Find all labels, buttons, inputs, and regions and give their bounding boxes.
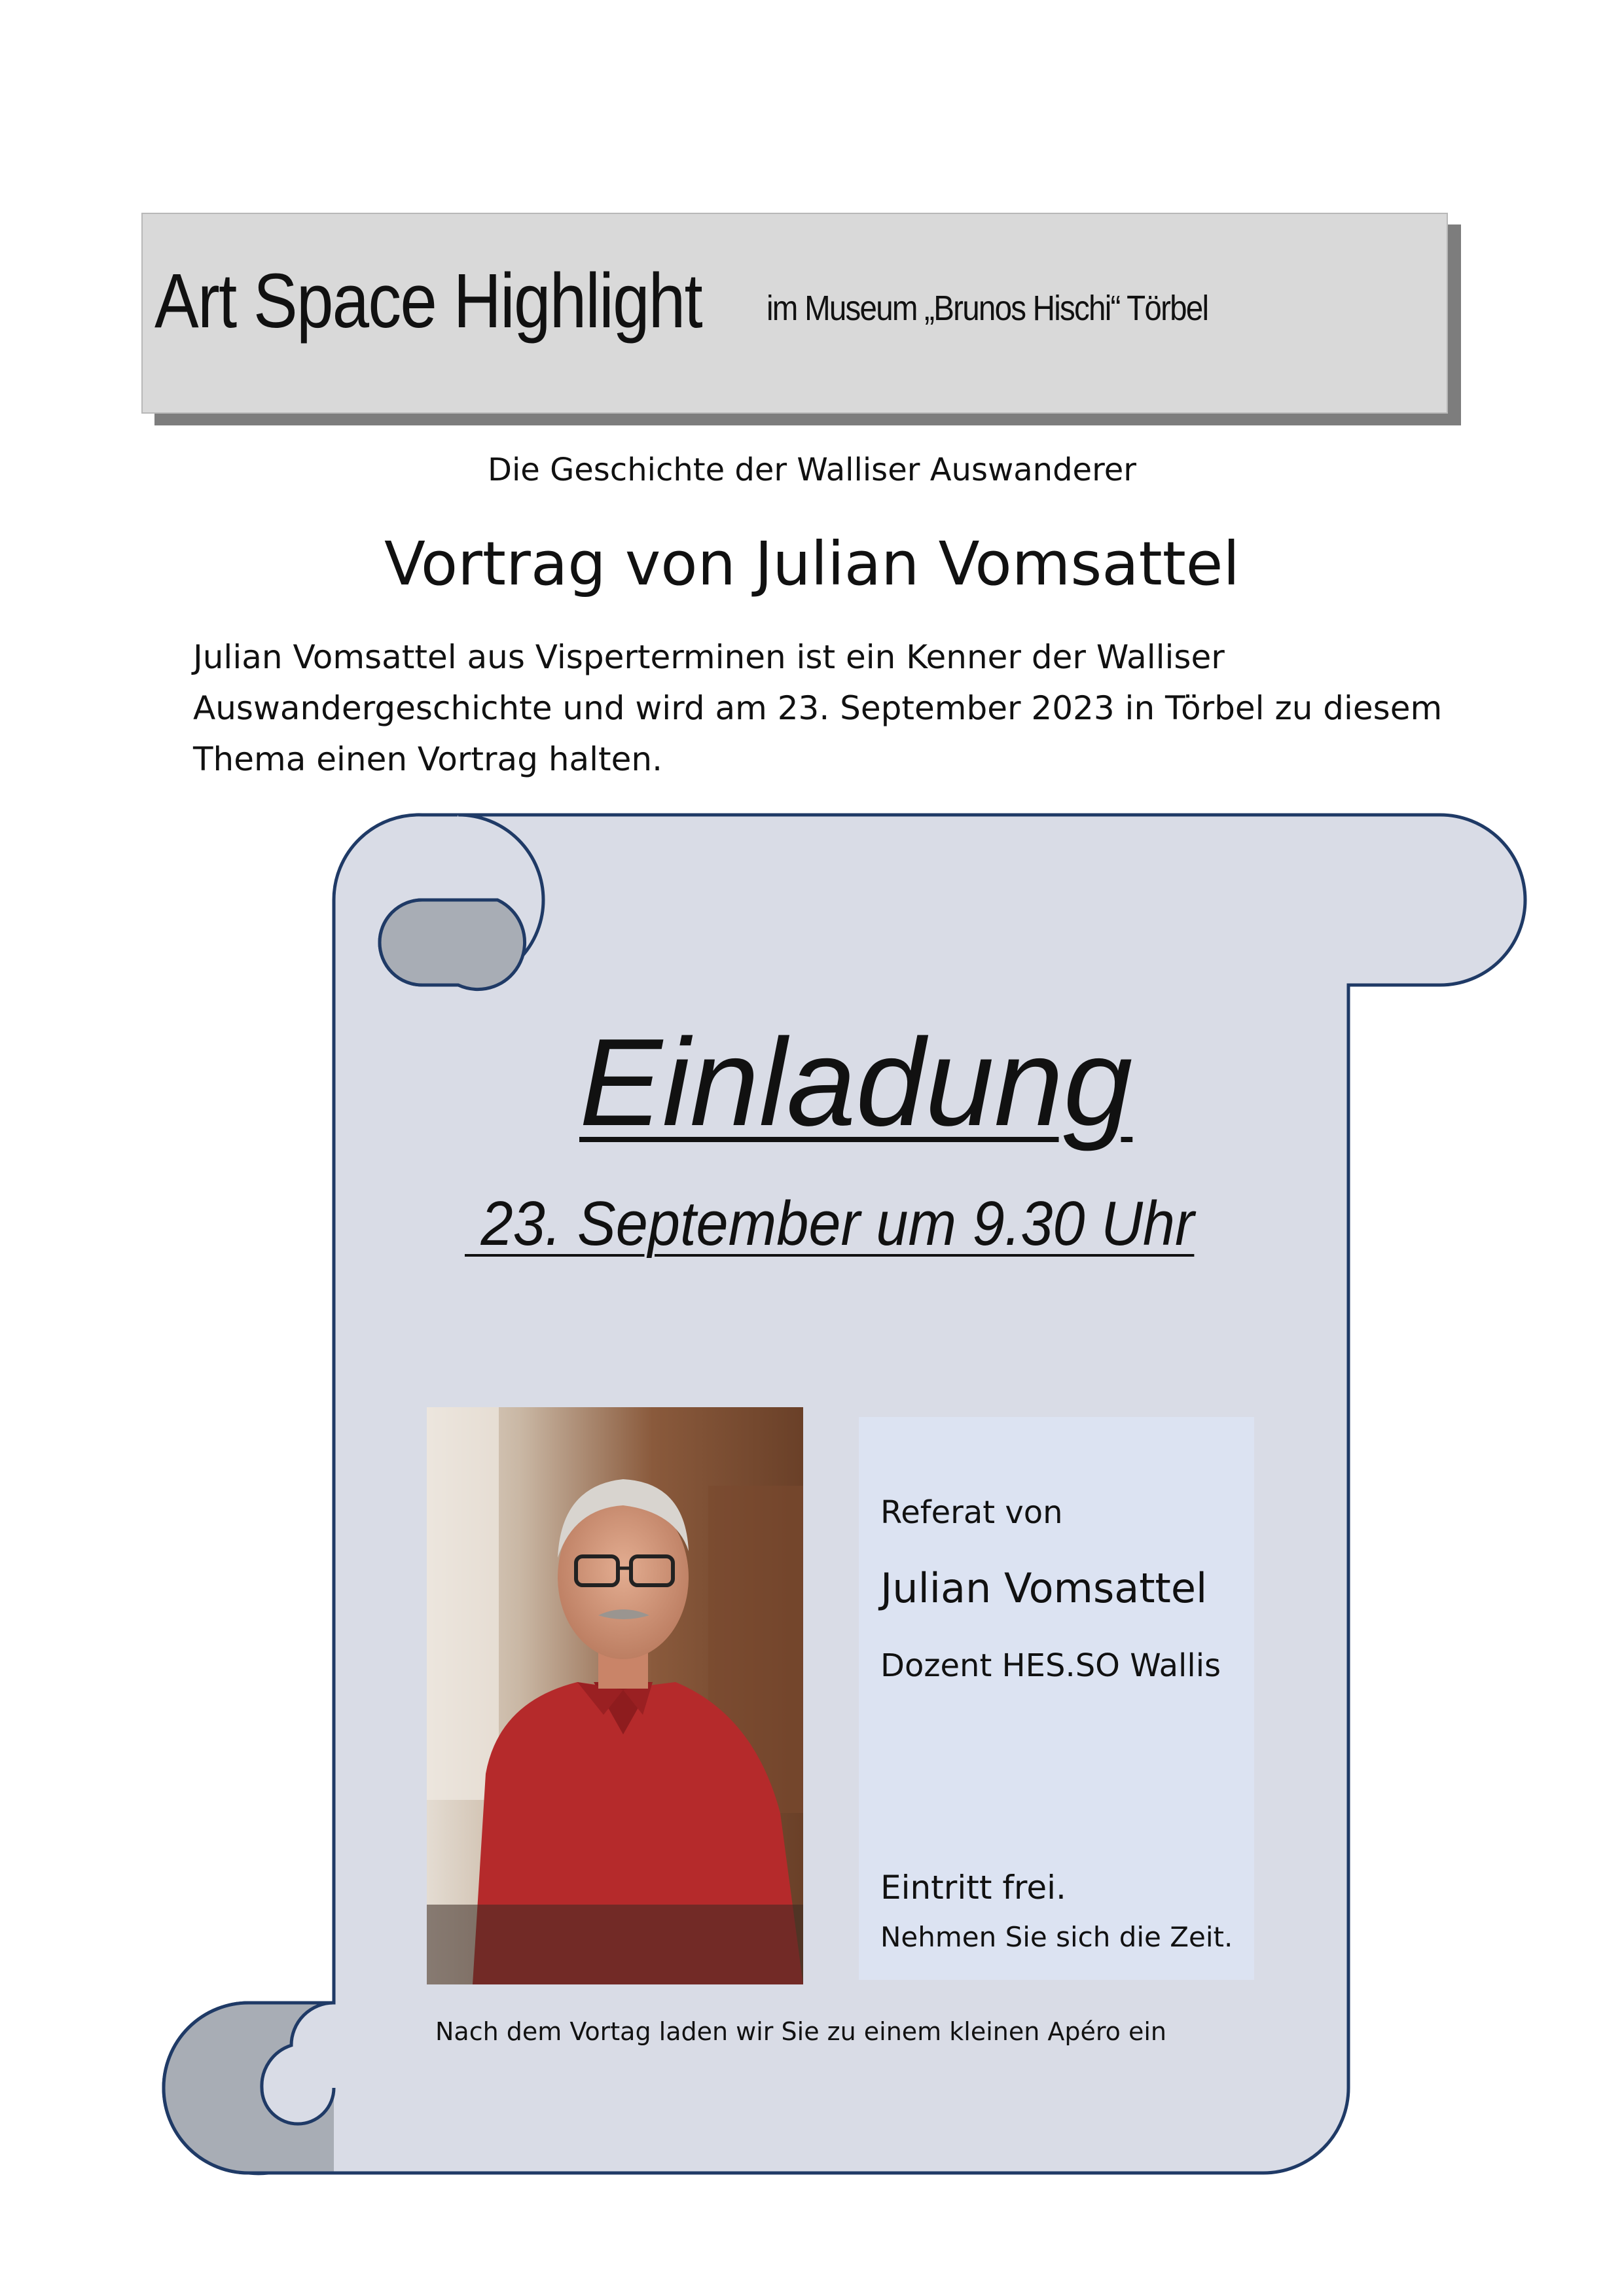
banner-title: Art Space Highlight <box>154 258 702 344</box>
speaker-name: Julian Vomsattel <box>880 1564 1208 1612</box>
speaker-info-box <box>859 1417 1254 1980</box>
speaker-role: Dozent HES.SO Wallis <box>880 1647 1221 1684</box>
intro-line: Julian Vomsattel aus Visperterminen ist ein Kenner der Walliser <box>193 638 1225 676</box>
banner-subtitle: im Museum „Brunos Hischi“ Törbel <box>767 289 1208 328</box>
scroll-top-curl-inner <box>380 900 525 990</box>
intro-line: Thema einen Vortrag halten. <box>193 740 662 778</box>
entry-note: Eintritt frei. <box>880 1869 1066 1907</box>
intro-line: Auswandergeschichte und wird am 23. September 2023 in Törbel zu diesem <box>193 689 1443 727</box>
take-time-note: Nehmen Sie sich die Zeit. <box>880 1921 1233 1953</box>
page-subtitle: Die Geschichte der Walliser Auswanderer <box>487 452 1137 488</box>
referat-label: Referat von <box>880 1494 1063 1531</box>
invitation-date: 23. September um 9.30 Uhr <box>465 1189 1195 1259</box>
page-title: Vortrag von Julian Vomsattel <box>384 529 1240 599</box>
speaker-photo <box>427 1407 803 1984</box>
invitation-title: Einladung <box>579 1013 1133 1152</box>
apero-note: Nach dem Vortag laden wir Sie zu einem kleinen Apéro ein <box>435 2017 1167 2046</box>
